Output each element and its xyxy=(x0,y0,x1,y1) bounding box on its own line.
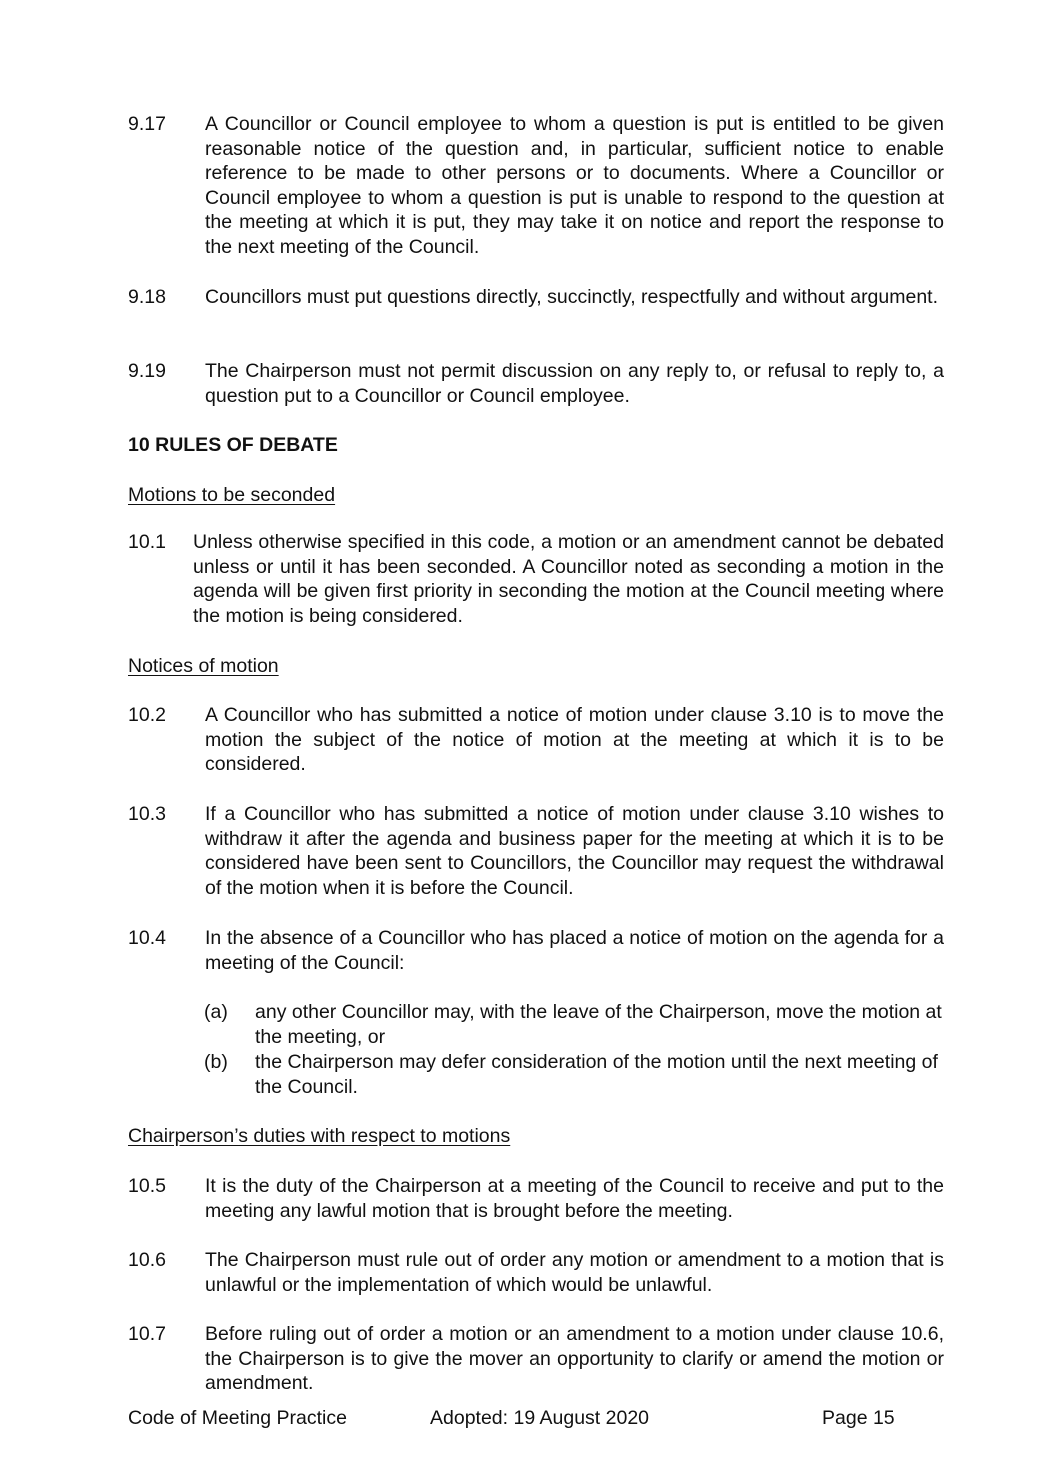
sub-clause-text: the Chairperson may defer consideration of the motion until the next meeting of the Council. xyxy=(255,1051,938,1098)
clause-text: The Chairperson must not permit discussion on any reply to, or refusal to reply to, a question put to a Councillor or Council employee. xyxy=(205,360,944,407)
clause-text: In the absence of a Councillor who has placed a notice of motion on the agenda for a meeting of the Council: xyxy=(205,927,944,974)
clause-text: It is the duty of the Chairperson at a meeting of the Council to receive and put to the meeting any lawful motion that is brought before the meeting. xyxy=(205,1175,944,1222)
clause-text: Councillors must put questions directly, succinctly, respectfully and without argument. xyxy=(205,286,939,308)
subheading-notices-of-motion: Notices of motion xyxy=(128,655,279,677)
clause-text: The Chairperson must rule out of order any motion or amendment to a motion that is unlawful or the implementation of which would be unlawful. xyxy=(205,1249,944,1296)
clause-number: 10.2 xyxy=(128,704,166,726)
clause-10-5 xyxy=(128,1174,944,1223)
sub-clause-a xyxy=(204,1000,944,1049)
clause-number: 9.19 xyxy=(128,360,166,382)
clause-text: Before ruling out of order a motion or an amendment to a motion under clause 10.6, the Chairperson is to give the mover an opportunity to clarify or amend the motion or amendment. xyxy=(205,1323,944,1395)
subheading-motions-seconded: Motions to be seconded xyxy=(128,484,336,506)
clause-number: 9.17 xyxy=(128,113,166,135)
subheading-chairperson-duties: Chairperson’s duties with respect to motions xyxy=(128,1125,511,1147)
clause-number: 10.4 xyxy=(128,927,166,949)
clause-number: 10.7 xyxy=(128,1323,166,1345)
clause-text: A Councillor who has submitted a notice of motion under clause 3.10 is to move the motion the subject of the notice of motion at the meeting at which it is to be considered. xyxy=(205,704,944,776)
clause-number: 10.6 xyxy=(128,1249,166,1271)
clause-10-6 xyxy=(128,1248,944,1297)
sub-clause-text: any other Councillor may, with the leave of the Chairperson, move the motion at the meeting, or xyxy=(255,1001,942,1048)
clause-10-1 xyxy=(128,530,944,628)
clause-9-17 xyxy=(128,112,944,260)
sub-clause-label: (b) xyxy=(204,1051,228,1073)
clause-text: Unless otherwise specified in this code, a motion or an amendment cannot be debated unless or until it has been seconded. A Councillor noted as seconding a motion in the agenda will be given first priority in seconding the motion at the Council meeting where the motion is being considered. xyxy=(193,531,944,627)
clause-10-2 xyxy=(128,703,944,777)
footer-document-title: Code of Meeting Practice xyxy=(128,1407,347,1429)
clause-10-4 xyxy=(128,926,944,975)
footer-page-number: Page 15 xyxy=(822,1407,895,1429)
clause-10-7 xyxy=(128,1322,944,1396)
clause-number: 9.18 xyxy=(128,286,166,308)
sub-clause-b xyxy=(204,1050,944,1099)
footer-adopted-date: Adopted: 19 August 2020 xyxy=(430,1407,650,1429)
sub-clause-label: (a) xyxy=(204,1001,228,1023)
clause-number: 10.1 xyxy=(128,531,166,553)
clause-text: If a Councillor who has submitted a notice of motion under clause 3.10 wishes to withdraw it after the agenda and business paper for the meeting at which it is to be considered have been sent to Councillors, the Councillor may request the withdrawal of the motion when it is before the Council. xyxy=(205,803,944,899)
clause-text: A Councillor or Council employee to whom a question is put is entitled to be given reasonable notice of the question and, in particular, sufficient notice to enable reference to be made to other persons or to documents. Where a Councillor or Council employee to whom a question is put is unable to respond to the question at the meeting at which it is put, they may take it on notice and report the response to the next meeting of the Council. xyxy=(205,113,944,258)
clause-9-19 xyxy=(128,359,944,408)
section-heading: 10 RULES OF DEBATE xyxy=(128,434,338,456)
clause-10-3 xyxy=(128,802,944,900)
clause-number: 10.5 xyxy=(128,1175,166,1197)
clause-9-18 xyxy=(128,285,944,310)
clause-number: 10.3 xyxy=(128,803,166,825)
